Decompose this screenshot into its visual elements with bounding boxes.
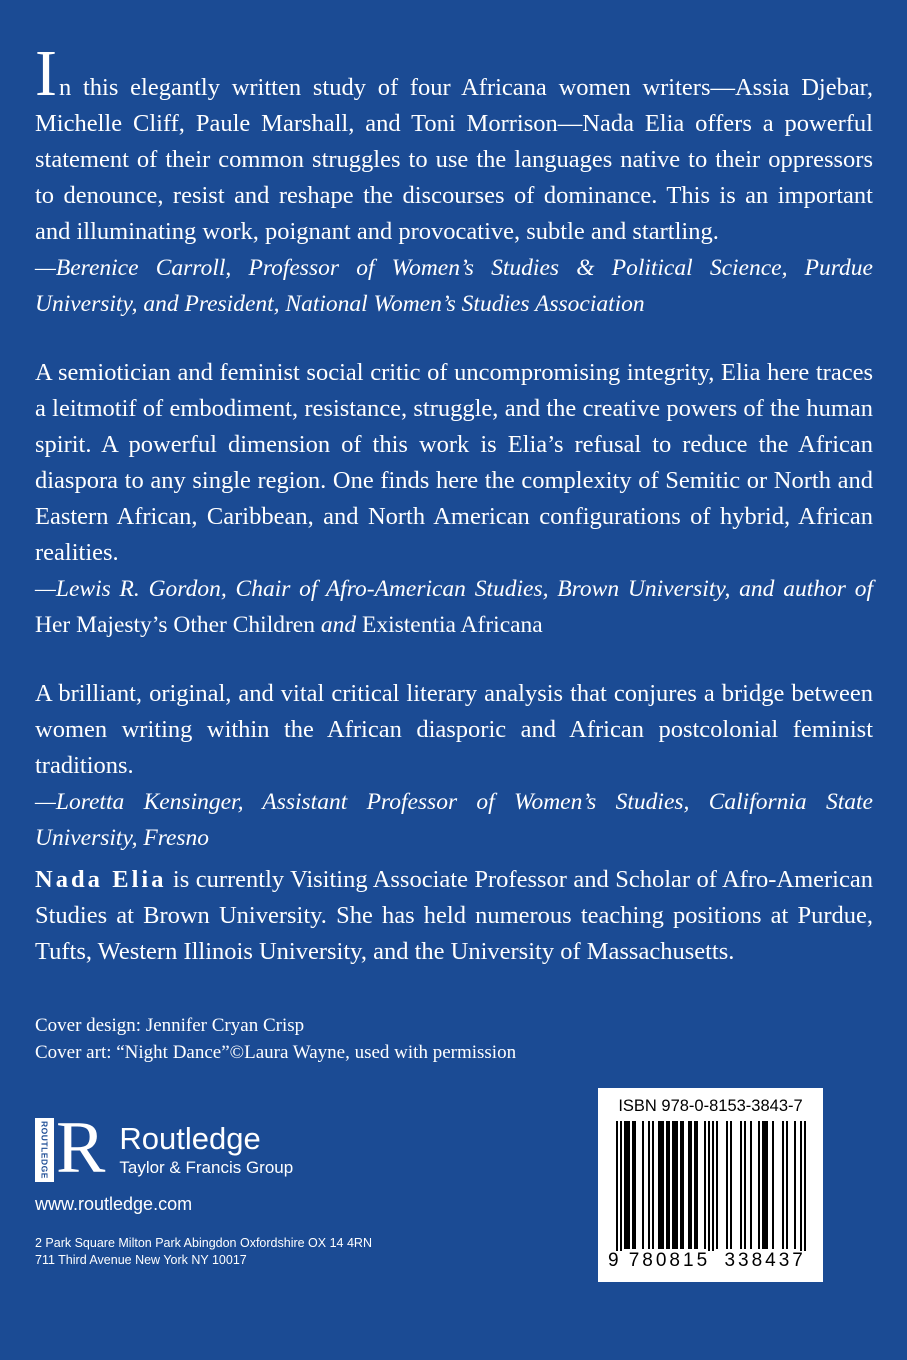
routledge-logo [35, 1107, 372, 1189]
publisher-name: Routledge [119, 1121, 261, 1156]
cover-credits [35, 1012, 516, 1066]
publisher-website: www.routledge.com [35, 1194, 193, 1214]
blurb-quote: A semiotician and feminist social critic of uncompromising integrity, Elia here traces a leitmotif of embodiment, resistance, struggle, and the creative powers of the human spirit. A powerful dimension of this work is Elia’s refusal to reduce the African diaspora to any single region. One finds here the complexity of Semitic or North and Eastern African, Caribbean, and North American configurations of hybrid, African realities. [35, 359, 873, 566]
barcode-digits-group2: 338437 [719, 1251, 811, 1271]
blurb-quote-text: n this elegantly written study of four Africana women writers—Assia Djebar, Michelle Cliff, Paule Marshall, and Toni Morrison—Nada Elia offers a powerful statement of their common struggles to use the languages native to their oppressors to denounce, resist and reshape the discourses of dominance. This is an important and illuminating work, poignant and provocative, subtle and startling. [35, 74, 873, 245]
blurb-lewis-gordon [35, 355, 873, 643]
book-title: Existentia Africana [361, 612, 543, 638]
routledge-r-icon: R [56, 1107, 106, 1189]
barcode-digits [608, 1251, 813, 1271]
cover-design-credit: Cover design: Jennifer Cryan Crisp [35, 1015, 305, 1036]
dropcap-initial: I [35, 37, 59, 110]
blurb-quote: A brilliant, original, and vital critical literary analysis that conjures a bridge between women writing within the African diasporic and African postcolonial feminist traditions. [35, 680, 873, 779]
author-bio-body: is currently Visiting Associate Professor and Scholar of Afro-American Studies at Brown University. She has held numerous teaching positions at Purdue, Tufts, Western Illinois University, and the University of Massachusetts. [35, 866, 873, 965]
blurb-attribution: —Berenice Carroll, Professor of Women’s Studies & Political Science, Purdue University, and President, National Women’s Studies Association [35, 255, 873, 317]
routledge-vertical-text: ROUTLEDGE [39, 1121, 50, 1179]
blurb-berenice-carroll [35, 37, 873, 322]
isbn-number: ISBN 978-0-8153-3843-7 [618, 1097, 803, 1115]
cover-art-credit: Cover art: “Night Dance”©Laura Wayne, used with permission [35, 1042, 517, 1063]
attribution-italic-part: —Lewis R. Gordon, Chair of Afro-American Studies, Brown University, and author of [35, 576, 873, 602]
publisher-address-us: 711 Third Avenue New York NY 10017 [35, 1253, 247, 1267]
blurb-loretta-kensinger [35, 676, 873, 856]
barcode-bars-icon [598, 1121, 823, 1261]
author-bio-text [35, 862, 873, 970]
attribution-and: and [314, 612, 362, 638]
author-bio [35, 862, 873, 970]
blurb-attribution [35, 571, 873, 643]
blurb-attribution: —Loretta Kensinger, Assistant Professor of Women’s Studies, California State University, Fresno [35, 789, 873, 851]
publisher-group: Taylor & Francis Group [119, 1158, 294, 1177]
barcode-digit-left: 9 [608, 1251, 622, 1271]
routledge-vertical-wordmark [35, 1118, 54, 1182]
barcode-digits-group1: 780815 [624, 1251, 716, 1271]
publisher-block [35, 1107, 372, 1269]
review-blurbs [35, 37, 873, 889]
author-name: Nada Elia [35, 866, 167, 893]
publisher-addresses [35, 1235, 372, 1269]
publisher-wordmark [119, 1118, 293, 1180]
blurb-quote [35, 37, 873, 250]
publisher-address-uk: 2 Park Square Milton Park Abingdon Oxfordshire OX 14 4RN [35, 1236, 372, 1250]
book-title: Her Majesty’s Other Children [35, 612, 315, 638]
isbn-barcode-panel [598, 1088, 823, 1282]
